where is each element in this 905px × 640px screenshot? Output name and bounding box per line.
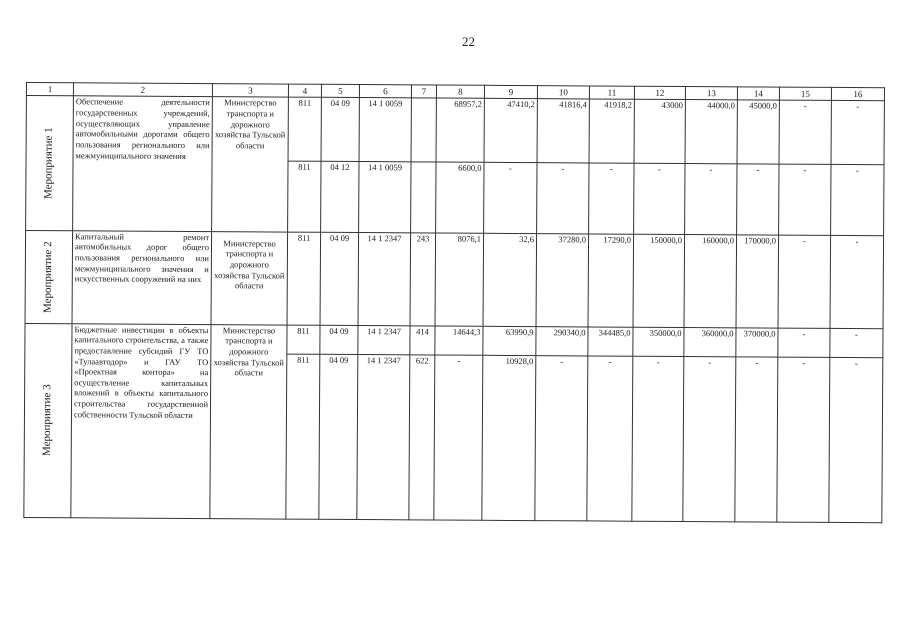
table-row — [26, 96, 884, 165]
cell-c16: - — [831, 101, 884, 165]
cell-c13: - — [683, 356, 736, 522]
cell-c14: 370000,0 — [736, 328, 778, 357]
cell-c10: - — [535, 355, 588, 521]
cell-c7: 622 — [409, 354, 435, 520]
measure-label-cell — [24, 323, 72, 518]
measure-description: Бюджетные инвестиции в объекты капитального строительства, а также предоставление субсидий ГУ ТО «Тулаавтодор» и ГАУ ТО «Проектная контора» на осуществление капитальных вложений в объекты капитального строительства государственной собственности Тульской области — [71, 323, 211, 518]
cell-c12: - — [632, 356, 684, 522]
measure-description: Обеспечение деятельности государственных учреждений, осуществляющих управление автомобильными дорогами общего пользования регионального или межмуниципального значения — [73, 96, 213, 231]
cell-c5: 04 09 — [319, 354, 358, 520]
cell-c5: 04 09 — [320, 325, 358, 354]
cell-c4: 811 — [287, 325, 320, 354]
cell-c14: 170000,0 — [736, 235, 779, 328]
measure-label-cell — [25, 230, 73, 323]
cell-c8: - — [434, 355, 483, 521]
header-cell: 11 — [589, 86, 634, 100]
cell-c15: - — [779, 165, 831, 236]
cell-c8: 14644,3 — [435, 326, 483, 355]
measure-label-cell — [26, 96, 74, 231]
cell-c9: 10928,0 — [482, 355, 536, 521]
header-cell: 9 — [484, 85, 537, 99]
header-cell: 13 — [685, 87, 737, 101]
measure-label: Мероприятие 1 — [42, 127, 55, 200]
cell-c4: 811 — [288, 98, 321, 162]
header-cell: 7 — [411, 85, 436, 99]
cell-c13: 44000,0 — [685, 100, 737, 164]
cell-c6: 14 1 2347 — [358, 232, 411, 325]
header-cell: 6 — [359, 85, 411, 99]
measure-owner: Министерство транспорта и дорожного хозяйства Тульской области — [210, 324, 287, 519]
cell-c8: 6600,0 — [436, 162, 484, 233]
cell-c15: - — [778, 235, 831, 328]
cell-c9: 47410,2 — [484, 99, 537, 163]
cell-c6: 14 1 0059 — [359, 162, 411, 233]
measure-label: Мероприятие 2 — [41, 240, 55, 313]
cell-c11: 41918,2 — [589, 99, 634, 163]
measure-owner: Министерство транспорта и дорожного хозяйства Тульской области — [211, 231, 288, 324]
cell-c16: - — [831, 165, 884, 236]
cell-c9: 32,6 — [483, 233, 537, 326]
measure-description: Капитальный ремонт автомобильных дорог общего пользования регионального или межмуниципального значения и искусственных сооружений на них — [72, 231, 212, 325]
header-cell: 3 — [212, 84, 288, 98]
cell-c8: 68957,2 — [436, 98, 484, 162]
cell-c4: 811 — [287, 232, 321, 325]
cell-c6: 14 1 2347 — [358, 325, 410, 354]
header-cell: 10 — [537, 86, 589, 100]
table-row — [25, 323, 883, 357]
cell-c11: 344485,0 — [588, 327, 633, 356]
cell-c9: 63990,9 — [483, 326, 536, 355]
cell-c15: - — [779, 101, 831, 165]
cell-c14: - — [737, 164, 779, 235]
cell-c16: - — [830, 235, 884, 328]
cell-c7: 414 — [410, 326, 435, 355]
cell-c15: - — [777, 357, 830, 523]
cell-c13: 360000,0 — [684, 327, 736, 356]
header-cell: 12 — [634, 86, 685, 100]
measure-owner: Министерство транспорта и дорожного хозяйства Тульской области — [212, 97, 289, 232]
cell-c16: - — [829, 357, 883, 523]
cell-c6: 14 1 2347 — [357, 354, 410, 520]
cell-c5: 04 12 — [321, 162, 359, 232]
cell-c8: 8076,1 — [435, 233, 484, 326]
cell-c4: 811 — [286, 354, 320, 520]
cell-c9: - — [484, 163, 537, 234]
cell-c6: 14 1 0059 — [359, 98, 411, 162]
cell-c11: - — [589, 163, 634, 234]
cell-c13: 160000,0 — [684, 234, 737, 327]
measure-label: Мероприятие 3 — [40, 384, 54, 457]
table-row — [25, 230, 884, 328]
cell-c12: 43000 — [634, 100, 685, 164]
cell-c12: 350000,0 — [633, 327, 684, 356]
cell-c14: 45000,0 — [737, 100, 779, 164]
header-cell: 4 — [288, 84, 321, 98]
header-cell: 2 — [73, 83, 212, 97]
cell-c15: - — [778, 328, 830, 357]
header-cell: 14 — [737, 87, 779, 101]
cell-c14: - — [735, 356, 778, 522]
budget-table — [23, 82, 885, 523]
cell-c16: - — [830, 328, 883, 357]
cell-c5: 04 09 — [321, 98, 359, 162]
cell-c7 — [411, 162, 436, 232]
header-cell: 1 — [26, 83, 73, 97]
header-cell: 16 — [831, 87, 884, 101]
cell-c12: 150000,0 — [633, 234, 685, 327]
header-cell: 15 — [779, 87, 831, 101]
cell-c11: - — [587, 356, 633, 522]
cell-c11: 17290,0 — [588, 234, 634, 327]
cell-c4: 811 — [288, 162, 321, 232]
cell-c10: 37280,0 — [536, 233, 589, 326]
cell-c12: - — [634, 164, 685, 235]
cell-c7: 243 — [410, 233, 436, 326]
cell-c10: 41816,4 — [537, 99, 589, 163]
page-number: 22 — [462, 34, 475, 49]
cell-c7 — [411, 98, 436, 162]
header-cell: 8 — [436, 85, 484, 99]
header-cell: 5 — [321, 84, 359, 98]
cell-c13: - — [685, 164, 737, 235]
cell-c5: 04 09 — [320, 232, 359, 325]
cell-c10: - — [537, 163, 589, 234]
cell-c10: 290340,0 — [536, 326, 588, 355]
